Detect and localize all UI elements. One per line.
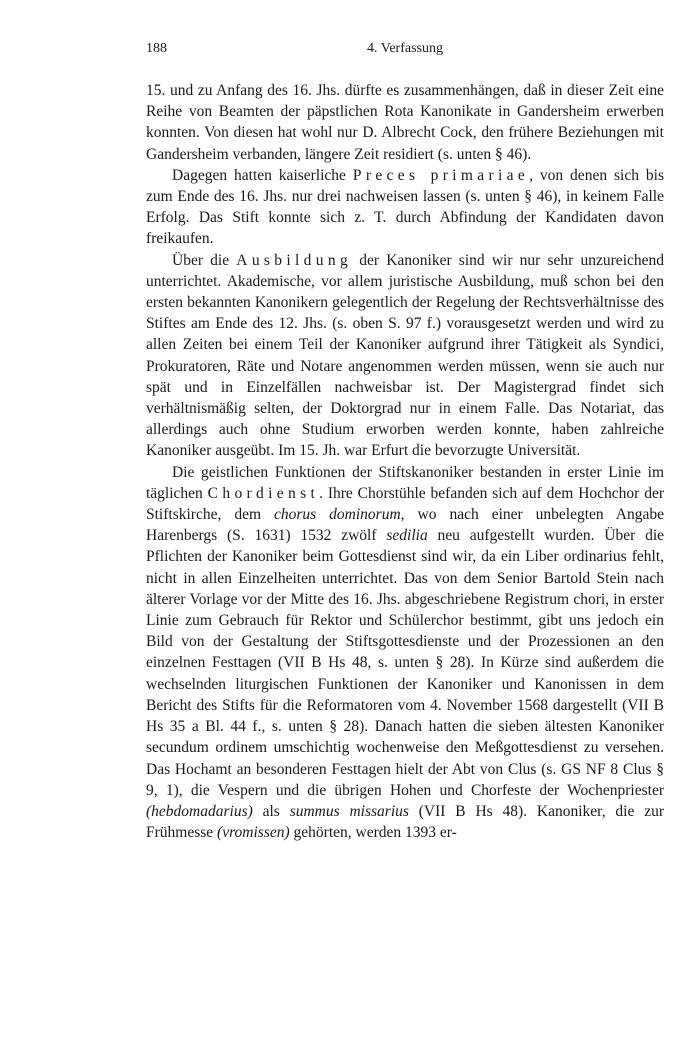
italic-term: (hebdomadarius) — [146, 802, 253, 820]
body-text — [146, 80, 664, 843]
paragraph — [146, 462, 664, 844]
text-run: . Ihre Chorstühle befanden sich auf dem Hochchor der Stiftskirche, dem — [146, 484, 664, 524]
paragraph — [146, 250, 664, 462]
text-run: gehörten, werden 1393 er- — [289, 824, 457, 842]
italic-term: summus missarius — [289, 802, 409, 820]
text-run: 15. und zu Anfang des 16. Jhs. dürfte es zusammenhängen, daß in dieser Zeit eine Reihe von Beamten der päpstlichen Rota Kanonikate in Gandersheim erwerben konnten. Von diesen hat wohl nur D. Albrecht Cock, den frühere Beziehungen mit Gandersheim verbanden, längere Zeit residiert (s. unten § 46). — [146, 82, 664, 163]
text-run: als — [252, 802, 290, 820]
paragraph — [146, 80, 664, 165]
spaced-emphasis: Preces primariae — [352, 166, 530, 184]
text-run: Die geistlichen Funktionen der Stiftskanoniker bestanden in erster Linie im täglichen — [146, 463, 664, 502]
text-run: , wo nach einer unbelegten Angabe Harenbergs (S. 1631) 1532 zwölf — [146, 506, 664, 545]
spaced-emphasis: Ausbildung — [236, 251, 353, 269]
page-number: 188 — [146, 41, 167, 56]
text-run: Dagegen hatten kaiserliche — [172, 166, 353, 184]
italic-term: (vromissen) — [217, 824, 290, 842]
italic-term: sedilia — [386, 527, 428, 545]
italic-term: chorus dominorum — [274, 506, 401, 524]
text-run: , von denen sich bis zum Ende des 16. Jhs. nur drei nachweisen lassen (s. unten § 46), in keinem Falle Erfolg. Das Stift konnte sich z. T. durch Abfindung der Kandidaten davon freikaufen. — [146, 166, 664, 248]
paragraph — [146, 165, 664, 250]
text-run: der Kanoniker sind wir nur sehr unzureichend unterrichtet. Akademische, vor allem juristische Ausbildung, muß schon bei den ersten bekannten Kanonikern gelegentlich der Regelung der Rechtsverhältnisse des Stiftes am Ende des 12. Jhs. (s. oben S. 97 f.) vorausgesetzt werden und wird zu allen Zeiten bei einem Teil der Kanoniker aufgrund ihrer Tätigkeit als Syndici, Prokuratoren, Räte und Notare angenommen werden müssen, wenn sie auch nur spät und in Einzelfällen nachweisbar ist. Der Magistergrad findet sich verhältnismäßig selten, der Doktorgrad nur in einem Falle. Das Notariat, das allerdings auch ohne Studium erworben werden konnte, haben zahlreiche Kanoniker ausgeübt. Im 15. Jh. war Erfurt die bevorzugte Universität. — [146, 251, 665, 460]
text-run: (VII B Hs 48). Kanoniker, die zur Frühmesse — [146, 802, 664, 842]
running-title: 4. Verfassung — [367, 41, 443, 56]
spaced-emphasis: Chordienst — [207, 484, 320, 502]
text-run: Über die — [172, 251, 237, 269]
text-run: neu aufgestellt wurden. Über die Pflichten der Kanoniker beim Gottesdienst sind wir, da ein Liber ordinarius fehlt, nicht in allen Einzelheiten unterrichtet. Das von dem Senior Bartold Stein nach älterer Vorlage vor der Mitte des 16. Jhs. abgeschriebene Registrum chori, in erster Linie zum Gebrauch für Rektor und Schülerchor bestimmt, gibt uns jedoch ein Bild von der Gestaltung der Stiftsgottesdienste und der Prozessionen an den einzelnen Festtagen (VII B Hs 48, s. unten § 28). In Kürze sind außerdem die wechselnden liturgischen Funktionen der Kanoniker und Kanonissen in dem Bericht des Stifts für die Reformatoren vom 4. November 1568 dargestellt (VII B Hs 35 a Bl. 44 f., s. unten § 28). Danach hatten die sieben ältesten Kanoniker secundum ordinem umschichtig wochenweise den Meßgottesdienst zu versehen. Das Hochamt an besonderen Festtagen hielt der Abt von Clus (s. GS NF 8 Clus § 9, 1), die Vespern und die übrigen Hohen und Chorfeste der Wochenpriester — [146, 527, 664, 799]
